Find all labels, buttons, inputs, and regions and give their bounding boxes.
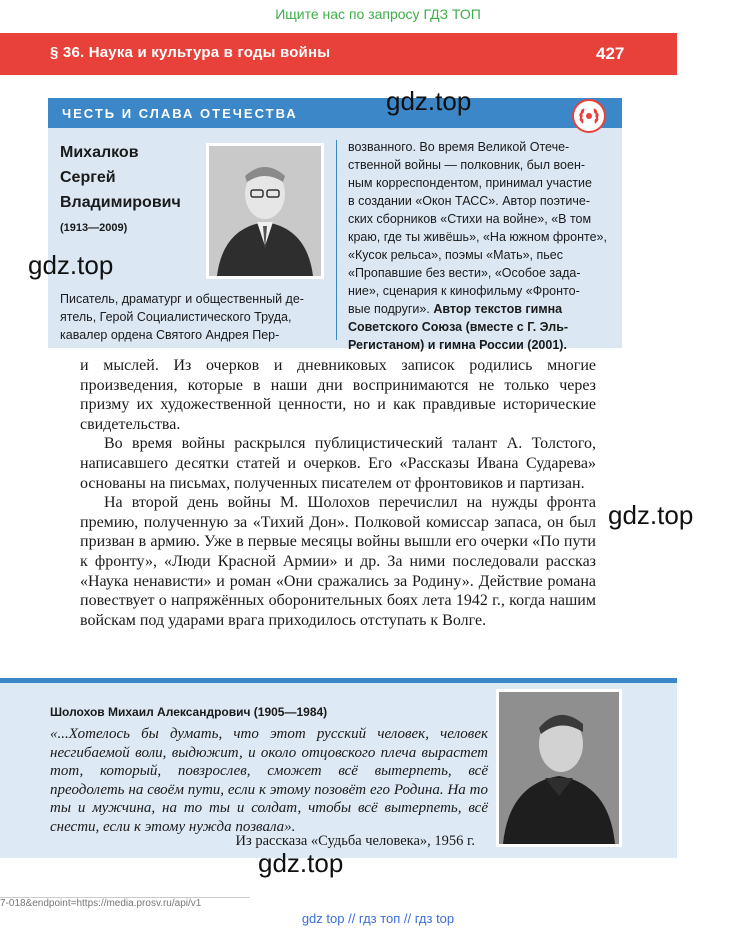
portrait-photo-sholokhov bbox=[496, 689, 622, 847]
first-name: Сергей bbox=[60, 169, 116, 186]
bio-right-line: ских сборников «Стихи на войне», «В том bbox=[348, 212, 592, 226]
url-fragment: 7-018&endpoint=https://media.prosv.ru/api/v1 bbox=[0, 897, 250, 912]
quote-author: Шолохов Михаил Александрович (1905—1984) bbox=[50, 705, 328, 719]
paragraph: На второй день войны М. Шолохов перечислил на нужды фронта премию, полученную за «Тихий Дон». Полковой комиссар запаса, он был призван в армию. Уже в первые месяцы войны вышли его очерки «По пути к фронту», «Люди Красной Армии» и др. За ними последовали рассказ «Наука ненависти» и роман «Они сражались за Родину». Действие романа повествует о напряжённых оборонительных боях лета 1942 г., когда нашим войскам под ударами врага приходилось отступать к Волге. bbox=[80, 494, 596, 629]
bio-right-line: ственной войны — полковник, был воен- bbox=[348, 158, 586, 172]
quote-top-rule bbox=[0, 678, 677, 683]
bio-right-line: в создании «Окон ТАСС». Автор поэтиче- bbox=[348, 194, 591, 208]
bottom-banner[interactable]: gdz top // гдз топ // гдз top bbox=[301, 911, 455, 926]
paragraph: Во время войны раскрылся публицистический талант А. Толстого, написавшего десятки статей и очерков. Его «Рассказы Ивана Сударева» основаны на письмах, полученных писателем от фронтовиков и партизан. bbox=[80, 435, 596, 492]
watermark: gdz.top bbox=[386, 86, 472, 116]
bio-right-line: «Кусок рельса», поэмы «Мать», пьес bbox=[348, 248, 563, 262]
bio-left-line: ятель, Герой Социалистического Труда, bbox=[60, 310, 292, 324]
bio-anthem-text: Автор текстов гимна bbox=[433, 302, 563, 316]
chapter-title: § 36. Наука и культура в годы войны bbox=[50, 44, 331, 61]
bio-right-line: «Пропавшие без вести», «Особое зада- bbox=[348, 266, 581, 280]
patronymic: Владимирович bbox=[60, 194, 181, 211]
page-number: 427 bbox=[596, 44, 625, 63]
bio-left-line: Писатель, драматург и общественный де- bbox=[60, 292, 304, 306]
watermark: gdz.top bbox=[258, 848, 344, 878]
biography-name bbox=[60, 140, 181, 215]
biography-section-title: ЧЕСТЬ И СЛАВА ОТЕЧЕСТВА bbox=[62, 106, 298, 121]
top-banner[interactable]: Ищите нас по запросу ГДЗ ТОП bbox=[275, 6, 481, 22]
laurel-emblem-icon bbox=[572, 99, 606, 133]
watermark: gdz.top bbox=[28, 250, 114, 280]
bio-right-line: возванного. Во время Великой Отече- bbox=[348, 140, 570, 154]
bio-right-line: ние», сценария к кинофильму «Фронто- bbox=[348, 284, 580, 298]
column-divider bbox=[336, 140, 337, 340]
surname: Михалков bbox=[60, 144, 139, 161]
bio-left-line: кавалер ордена Святого Андрея Пер- bbox=[60, 328, 280, 342]
bio-right-line: вые подруги». bbox=[348, 302, 430, 316]
portrait-photo-mikhalkov bbox=[206, 143, 324, 279]
bio-anthem-text: Регистаном) и гимна России (2001). bbox=[348, 338, 567, 352]
biography-left-text bbox=[60, 290, 328, 344]
main-body-text bbox=[80, 356, 596, 630]
bio-right-line: ным корреспондентом, принимал участие bbox=[348, 176, 592, 190]
quote-source: Из рассказа «Судьба человека», 1956 г. bbox=[235, 833, 475, 849]
paragraph: и мыслей. Из очерков и дневниковых записок родились многие произведения, которые в наши дни воспринимаются не только через призму их художественной ценности, но и как правдивые исторические свидетельства. bbox=[80, 357, 596, 433]
bio-right-line: краю, где ты живёшь», «На южном фронте», bbox=[348, 230, 607, 244]
bio-anthem-text: Советского Союза (вместе с Г. Эль- bbox=[348, 320, 569, 334]
watermark: gdz.top bbox=[608, 500, 694, 530]
biography-years: (1913—2009) bbox=[60, 222, 128, 234]
quote-text: «...Хотелось бы думать, что этот русский человек, человек несгибаемой воли, выдюжит, и около отцовского плеча вырастет тот, который, повзрослев, сможет всё вытерпеть, всё преодолеть на своём пути, если к этому позовёт его Родина. На то ты и мужчина, на то ты и солдат, чтобы всё вытерпеть, всё снести, если к этому нужда позвала». bbox=[50, 726, 488, 835]
biography-right-text bbox=[348, 138, 614, 354]
